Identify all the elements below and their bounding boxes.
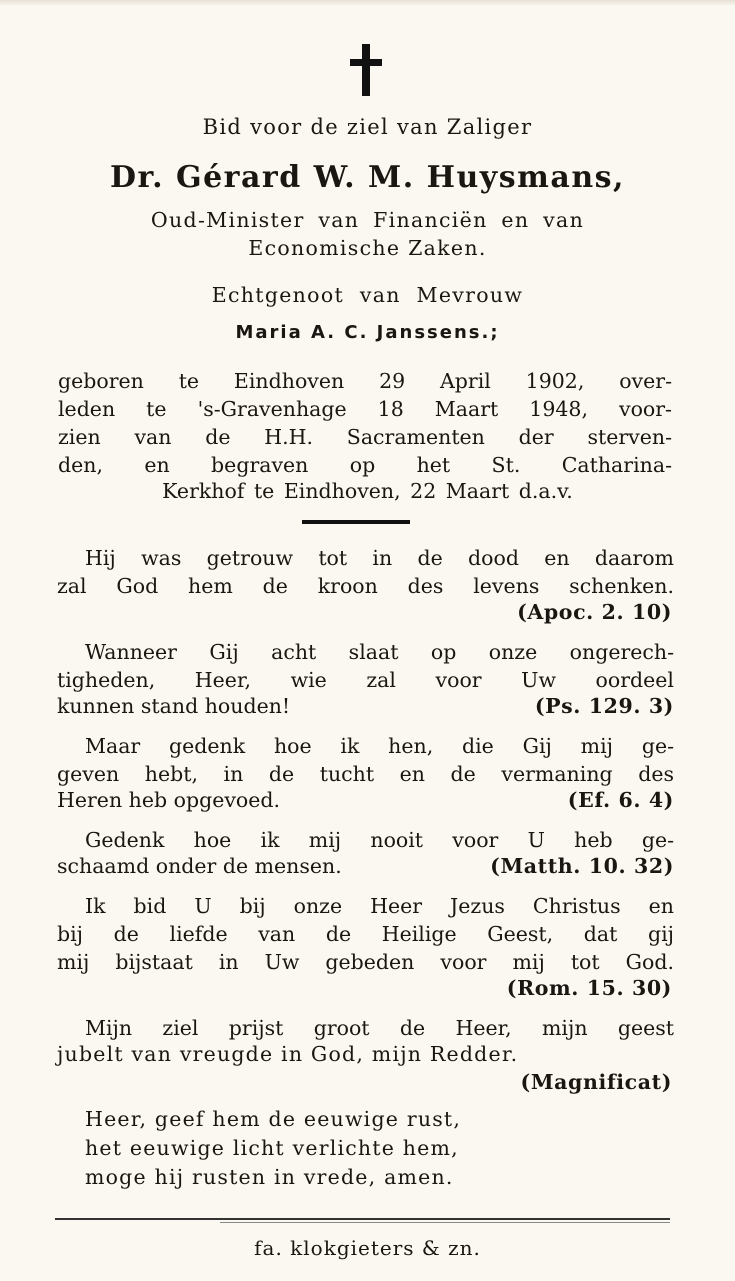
spouse-name: Maria A. C. Janssens.;	[235, 322, 500, 343]
deceased-name: Dr. Gérard W. M. Huysmans,	[110, 160, 625, 195]
verse-line: Mijn ziel prijst groot de Heer, mijn geest	[85, 1016, 674, 1040]
verse-line: Hij was getrouw tot in de dood en daarom	[85, 546, 674, 570]
verse-reference: (Matth. 10. 32)	[490, 854, 674, 878]
bio-line: Kerkhof te Eindhoven, 22 Maart d.a.v.	[162, 479, 573, 503]
closing-prayer-line: moge hij rusten in vrede, amen.	[85, 1165, 454, 1189]
verse-reference: (Apoc. 2. 10)	[517, 600, 672, 624]
pray-line: Bid voor de ziel van Zaliger	[202, 115, 533, 139]
bio-line: zien van de H.H. Sacramenten der sterven-	[58, 425, 672, 449]
verse-reference: (Ps. 129. 3)	[534, 694, 674, 718]
footer-rule	[55, 1218, 670, 1220]
footer-rule-secondary	[220, 1222, 670, 1223]
verse-line: schaamd onder de mensen.	[57, 854, 342, 878]
card-top-edge	[0, 0, 735, 6]
bio-line: den, en begraven op het St. Catharina-	[58, 453, 672, 477]
verse-line: Heren heb opgevoed.	[57, 788, 281, 812]
bio-line: leden te 's-Gravenhage 18 Maart 1948, voor-	[58, 397, 672, 421]
latin-cross-icon	[350, 44, 382, 96]
verse-last-row	[57, 694, 674, 718]
closing-prayer-line: het eeuwige licht verlichte hem,	[85, 1136, 459, 1160]
closing-prayer-line: Heer, geef hem de eeuwige rust,	[85, 1107, 462, 1131]
verse-line: bij de liefde van de Heilige Geest, dat gij	[57, 922, 674, 946]
verse-line: kunnen stand houden!	[57, 694, 291, 718]
section-divider	[302, 520, 410, 524]
verse-reference: (Ef. 6. 4)	[567, 788, 674, 812]
verse-line: Maar gedenk hoe ik hen, die Gij mij ge-	[85, 734, 674, 758]
title-line-1: Oud-Minister van Financiën en van	[150, 208, 585, 232]
verse-line: geven hebt, in de tucht en de vermaning des	[57, 762, 674, 786]
printer-credit: fa. klokgieters & zn.	[254, 1236, 481, 1260]
verse-reference: (Rom. 15. 30)	[506, 976, 672, 1000]
verse-line: Gedenk hoe ik mij nooit voor U heb ge-	[85, 828, 674, 852]
verse-line: zal God hem de kroon des levens schenken.	[57, 574, 674, 598]
verse-line: tigheden, Heer, wie zal voor Uw oordeel	[57, 668, 674, 692]
spouse-intro: Echtgenoot van Mevrouw	[211, 283, 524, 307]
verse-line: mij bijstaat in Uw gebeden voor mij tot God.	[57, 950, 674, 974]
verse-line: Ik bid U bij onze Heer Jezus Christus en	[85, 894, 674, 918]
verse-last-row	[57, 788, 674, 812]
verse-line: jubelt van vreugde in God, mijn Redder.	[57, 1042, 519, 1066]
verse-reference: (Magnificat)	[520, 1070, 672, 1094]
title-line-2: Economische Zaken.	[248, 236, 487, 260]
verse-line: Wanneer Gij acht slaat op onze ongerech-	[85, 640, 674, 664]
bio-line: geboren te Eindhoven 29 April 1902, over-	[58, 369, 672, 393]
verse-last-row	[57, 854, 674, 878]
